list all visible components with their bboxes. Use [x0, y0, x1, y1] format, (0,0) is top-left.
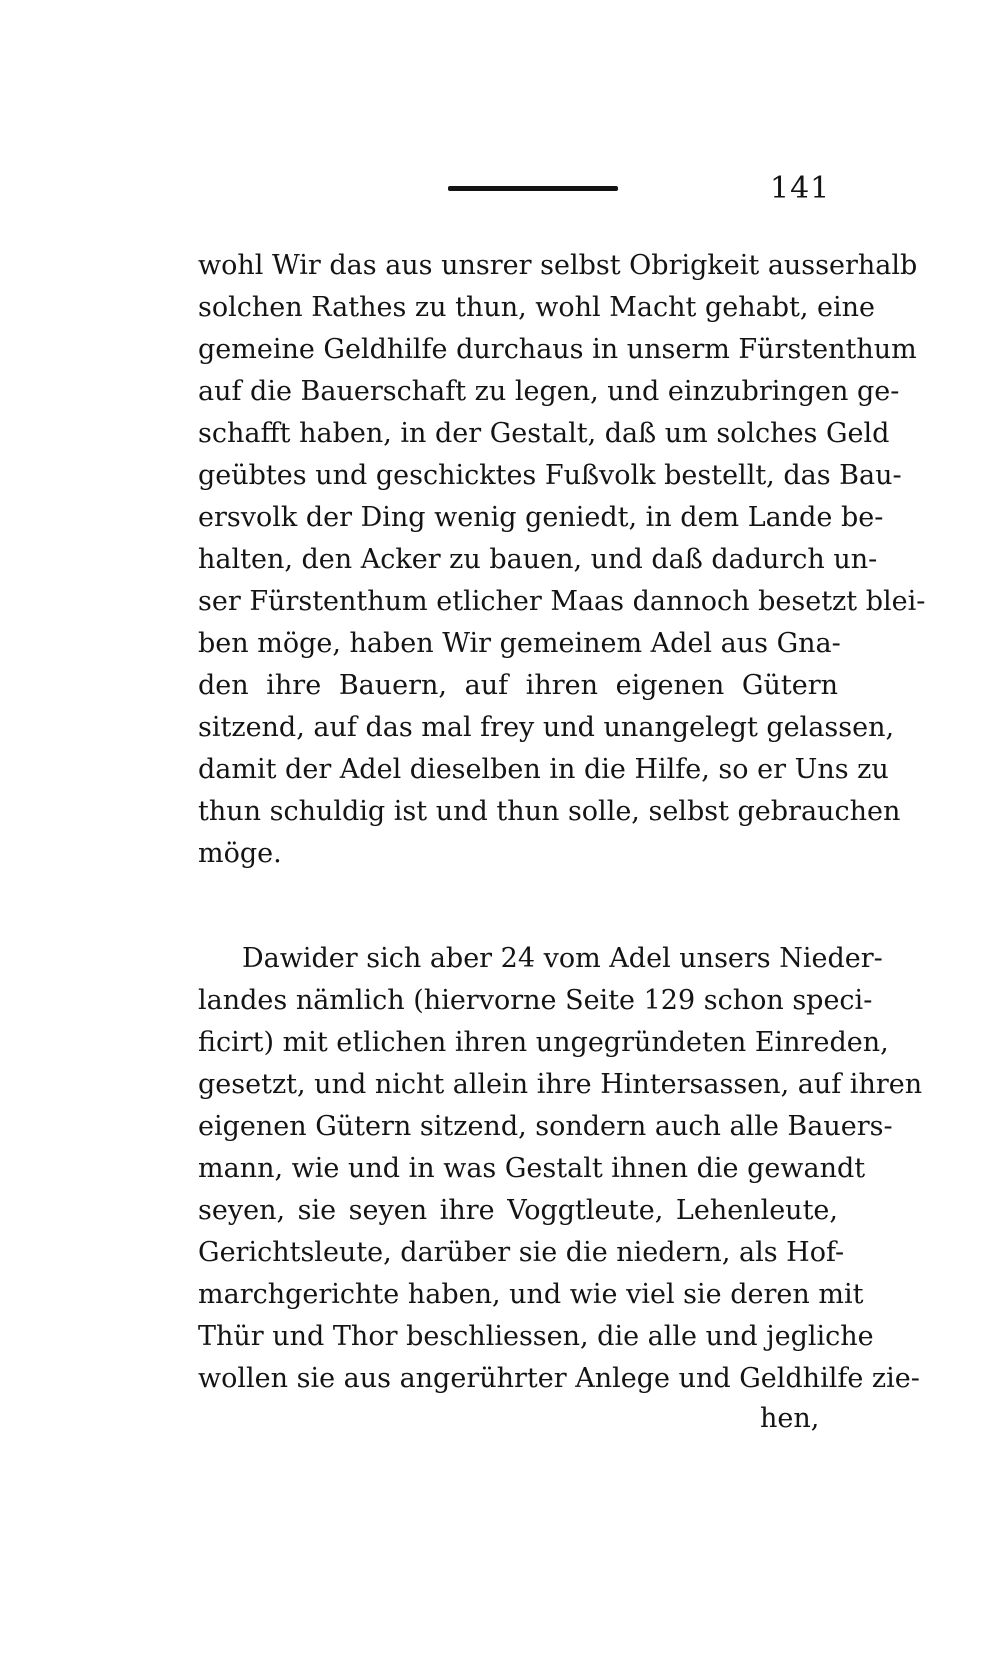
text-line: wohl Wir das aus unsrer selbst Obrigkeit ausserhalb — [198, 250, 918, 281]
text-line: damit der Adel dieselben in die Hilfe, so er Uns zu — [198, 754, 889, 785]
text-line: eigenen Gütern sitzend, sondern auch alle Bauers- — [198, 1111, 893, 1142]
text-line: solchen Rathes zu thun, wohl Macht gehabt, eine — [198, 292, 875, 323]
catchword: hen, — [760, 1403, 820, 1434]
text-line: ersvolk der Ding wenig geniedt, in dem Lande be- — [198, 502, 884, 533]
text-line: mann, wie und in was Gestalt ihnen die gewandt — [198, 1153, 866, 1184]
text-line: ficirt) mit etlichen ihren ungegründeten Einreden, — [198, 1027, 889, 1058]
text-line: gemeine Geldhilfe durchaus in unserm Fürstenthum — [198, 334, 917, 365]
paragraph-1 — [198, 245, 926, 875]
text-line: marchgerichte haben, und wie viel sie deren mit — [198, 1279, 864, 1310]
text-line: auf die Bauerschaft zu legen, und einzubringen ge- — [198, 376, 900, 407]
text-line: Gerichtsleute, darüber sie die niedern, als Hof- — [198, 1237, 845, 1268]
text-line: seyen, sie seyen ihre Voggtleute, Lehenleute, — [198, 1195, 838, 1226]
paragraph-gap — [198, 875, 838, 938]
text-line: ben möge, haben Wir gemeinem Adel aus Gna- — [198, 628, 841, 659]
text-line: möge. — [198, 838, 282, 869]
body-text — [198, 245, 926, 1400]
text-line: Dawider sich aber 24 vom Adel unsers Nieder- — [242, 943, 883, 974]
text-line: Thür und Thor beschliessen, die alle und jegliche — [198, 1321, 874, 1352]
text-line: ser Fürstenthum etlicher Maas dannoch besetzt blei- — [198, 586, 926, 617]
text-line: schafft haben, in der Gestalt, daß um solches Geld — [198, 418, 890, 449]
paragraph-2 — [198, 938, 923, 1400]
text-line: geübtes und geschicktes Fußvolk bestellt, das Bau- — [198, 460, 902, 491]
text-line: wollen sie aus angerührter Anlege und Geldhilfe zie- — [198, 1363, 920, 1394]
header-rule — [448, 186, 618, 191]
text-line: thun schuldig ist und thun solle, selbst gebrauchen — [198, 796, 901, 827]
page-number: 141 — [770, 171, 831, 206]
text-line: den ihre Bauern, auf ihren eigenen Gütern — [198, 670, 838, 701]
text-line: sitzend, auf das mal frey und unangelegt gelassen, — [198, 712, 895, 743]
text-line: gesetzt, und nicht allein ihre Hintersassen, auf ihren — [198, 1069, 923, 1100]
text-line: landes nämlich (hiervorne Seite 129 schon speci- — [198, 985, 873, 1016]
text-line: halten, den Acker zu bauen, und daß dadurch un- — [198, 544, 878, 575]
